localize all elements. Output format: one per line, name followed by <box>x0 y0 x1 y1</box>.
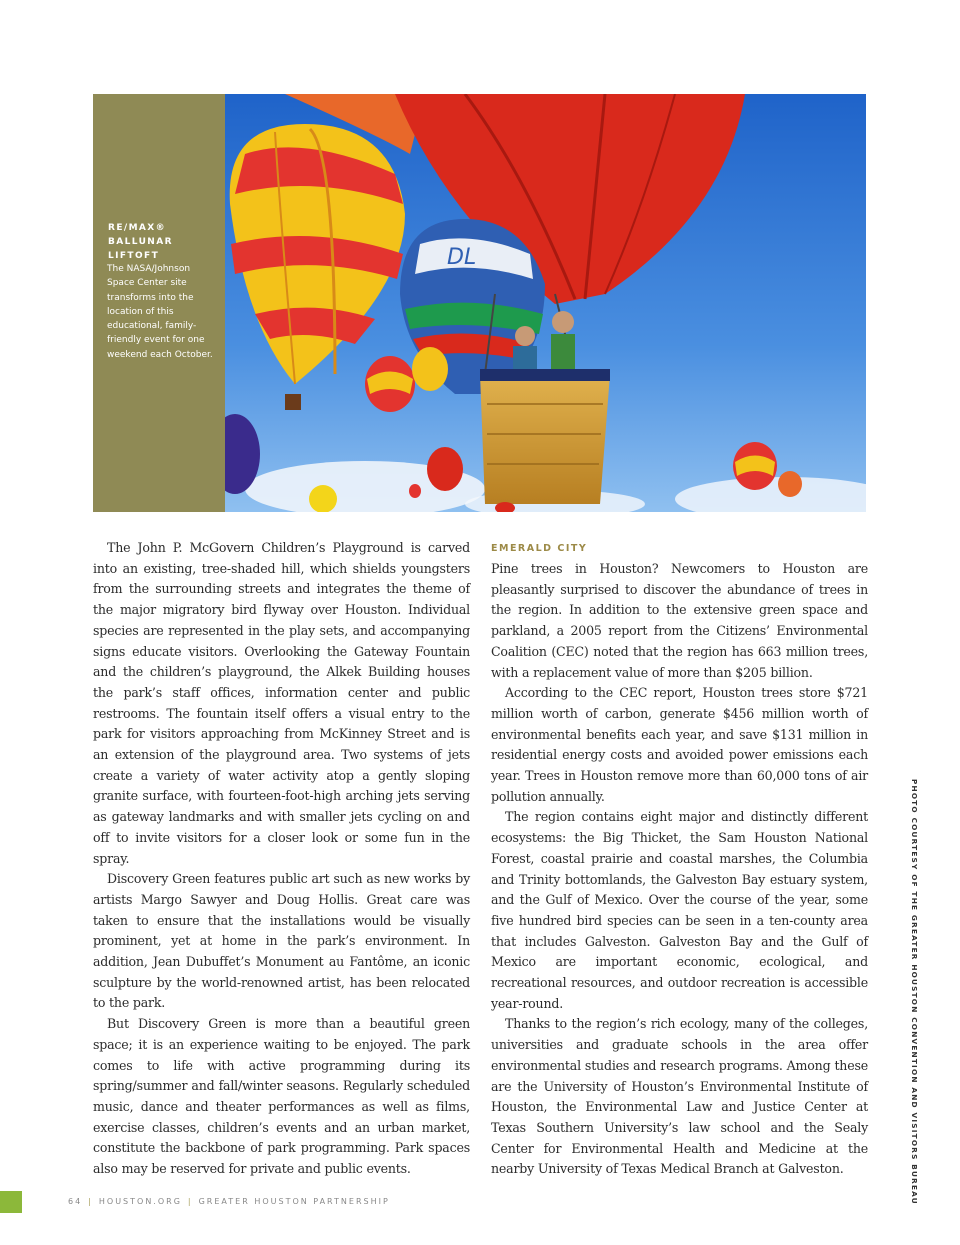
hero-photo-block <box>93 94 866 512</box>
section-heading: EMERALD CITY <box>491 543 588 554</box>
body-paragraph: The John P. McGovern Children’s Playground is carved into an existing, tree-shaded hill, which shields youngsters from the surrounding streets and integrates the theme of the major migratory bird flyway over Houston. Individual species are represented in the play sets, and accompanying signs educate visitors. Overlooking the Gateway Fountain and the children’s playground, the Alkek Building houses the park’s staff offices, information center and public restrooms. The fountain itself offers a visual entry to the park for visitors approaching from McKinney Street and is an extension of the playground area. Two systems of jets create a variety of water activity atop a gently sloping granite surface, with fourteen-foot-high arching jets serving as gateway landmarks and with smaller jets cycling on and off to invite visitors for a closer look or some fun in the spray. <box>93 540 470 866</box>
right-text-column <box>491 538 868 1180</box>
caption-title: RE/MAX® BALLUNAR LIFTOFT <box>108 223 173 261</box>
footer-separator: | <box>88 1197 93 1206</box>
hot-air-balloons-photo <box>225 94 866 512</box>
footer-separator: | <box>187 1197 193 1206</box>
page-color-tab <box>0 1191 22 1213</box>
caption-panel <box>93 94 225 512</box>
left-text-column <box>93 538 470 1180</box>
body-paragraph: Discovery Green features public art such as new works by artists Margo Sawyer and Doug Hollis. Great care was taken to ensure that the installations would be visually prominent, yet at home in the park’s environment. In addition, Jean Dubuffet’s Monument au Fantôme, an iconic sculpture by the world-renowned artist, has been relocated to the park. <box>93 871 470 1011</box>
body-paragraph: According to the CEC report, Houston trees store $721 million worth of carbon, generate $456 million worth of environmental benefits each year, and save $131 million in residential energy costs and avoided power emissions each year. Trees in Houston remove more than 60,000 tons of air pollution annually. <box>491 685 868 804</box>
body-paragraph: The region contains eight major and distinctly different ecosystems: the Big Thicket, the Sam Houston National Forest, coastal prairie and coastal marshes, the Columbia and Trinity bottomlands, the Galveston Bay estuary system, and the Gulf of Mexico. Over the course of the year, some five hundred bird species can be seen in a ten-county area that includes Galveston. Galveston Bay and the Gulf of Mexico are important economic, ecological, and recreational resources, and outdoor recreation is accessible year-round. <box>491 809 868 1011</box>
footer-site: HOUSTON.ORG <box>98 1197 182 1206</box>
balloon-basket <box>480 369 610 504</box>
svg-text:DL: DL <box>447 245 477 270</box>
photo-credit-text: PHOTO COURTESY OF THE GREATER HOUSTON CONVENTION AND VISITORS BUREAU <box>910 779 919 1205</box>
body-paragraph: Thanks to the region’s rich ecology, many of the colleges, universities and graduate schools in the area offer environmental studies and research programs. Among these are the University of Houston’s Environmental Institute of Houston, the Environmental Law and Justice Center at Texas Southern University’s law school and the Sealy Center for Environmental Health and Medicine at the nearby University of Texas Medical Branch at Galveston. <box>491 1016 868 1177</box>
page-footer <box>68 1195 390 1209</box>
caption-body: The NASA/Johnson Space Center site transforms into the location of this educational, family-friendly event for one weekend each October. <box>107 264 213 360</box>
footer-publisher: GREATER HOUSTON PARTNERSHIP <box>198 1197 390 1206</box>
body-paragraph: Pine trees in Houston? Newcomers to Houston are pleasantly surprised to discover the abundance of trees in the region. In addition to the extensive green space and parkland, a 2005 report from the Citizens’ Environmental Coalition (CEC) noted that the region has 663 million trees, with a replacement value of more than $205 billion. <box>491 561 868 680</box>
photo-credit <box>907 779 919 1205</box>
body-paragraph: But Discovery Green is more than a beautiful green space; it is an experience waiting to be enjoyed. The park comes to life with active programming during its spring/summer and fall/winter seasons. Regularly scheduled music, dance and theater performances as well as films, exercise classes, children’s events and an urban market, constitute the backbone of park programming. Park spaces also may be reserved for private and public events. <box>93 1016 470 1177</box>
page-number: 64 <box>68 1197 83 1206</box>
